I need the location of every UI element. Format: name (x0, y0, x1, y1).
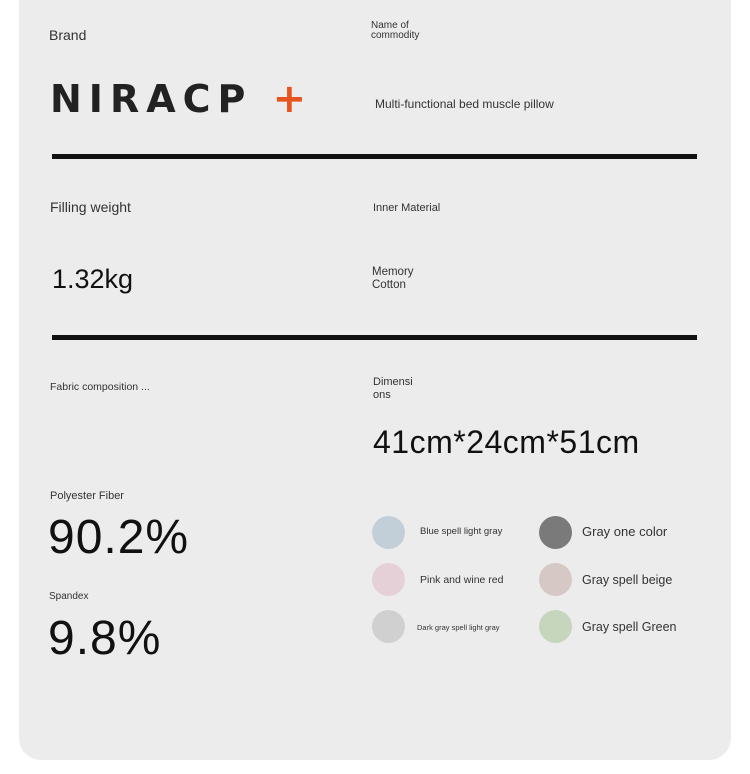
brand-label: Brand (49, 27, 87, 43)
filling-weight-value: 1.32kg (52, 264, 134, 294)
dimensions-value: 41cm*24cm*51cm (373, 424, 640, 460)
commodity-value: Multi-functional bed muscle pillow (375, 97, 554, 111)
color-swatch-gray-beige (539, 563, 572, 596)
color-swatch-pink-wine-red (372, 563, 405, 596)
color-label: Pink and wine red (420, 574, 504, 586)
fabric-item-percent: 90.2% (48, 511, 190, 564)
divider (52, 335, 697, 340)
brand-logo-plus: + (272, 76, 307, 122)
commodity-label: Name of commodity (371, 20, 420, 41)
color-label: Blue spell light gray (420, 526, 503, 537)
fabric-item-name: Polyester Fiber (50, 490, 124, 502)
filling-weight-label: Filling weight (50, 199, 131, 215)
color-swatch-dark-gray-light-gray (372, 610, 405, 643)
fabric-label: Fabric composition ... (50, 381, 150, 393)
fabric-item-name: Spandex (49, 591, 89, 602)
inner-material-label: Inner Material (373, 202, 441, 214)
color-label: Gray one color (582, 524, 668, 539)
inner-material-value: Memory Cotton (372, 266, 414, 291)
fabric-item-percent: 9.8% (48, 612, 162, 665)
brand-logo (50, 76, 306, 122)
color-swatch-gray (539, 516, 572, 549)
brand-logo-text: NIRACP (50, 77, 253, 121)
dimensions-label: Dimensions (373, 376, 413, 401)
color-swatch-gray-green (539, 610, 572, 643)
color-label: Gray spell beige (582, 573, 673, 587)
color-label: Gray spell Green (582, 620, 677, 634)
color-label: Dark gray spell light gray (417, 623, 500, 632)
color-swatch-blue-light-gray (372, 516, 405, 549)
divider (52, 154, 697, 159)
